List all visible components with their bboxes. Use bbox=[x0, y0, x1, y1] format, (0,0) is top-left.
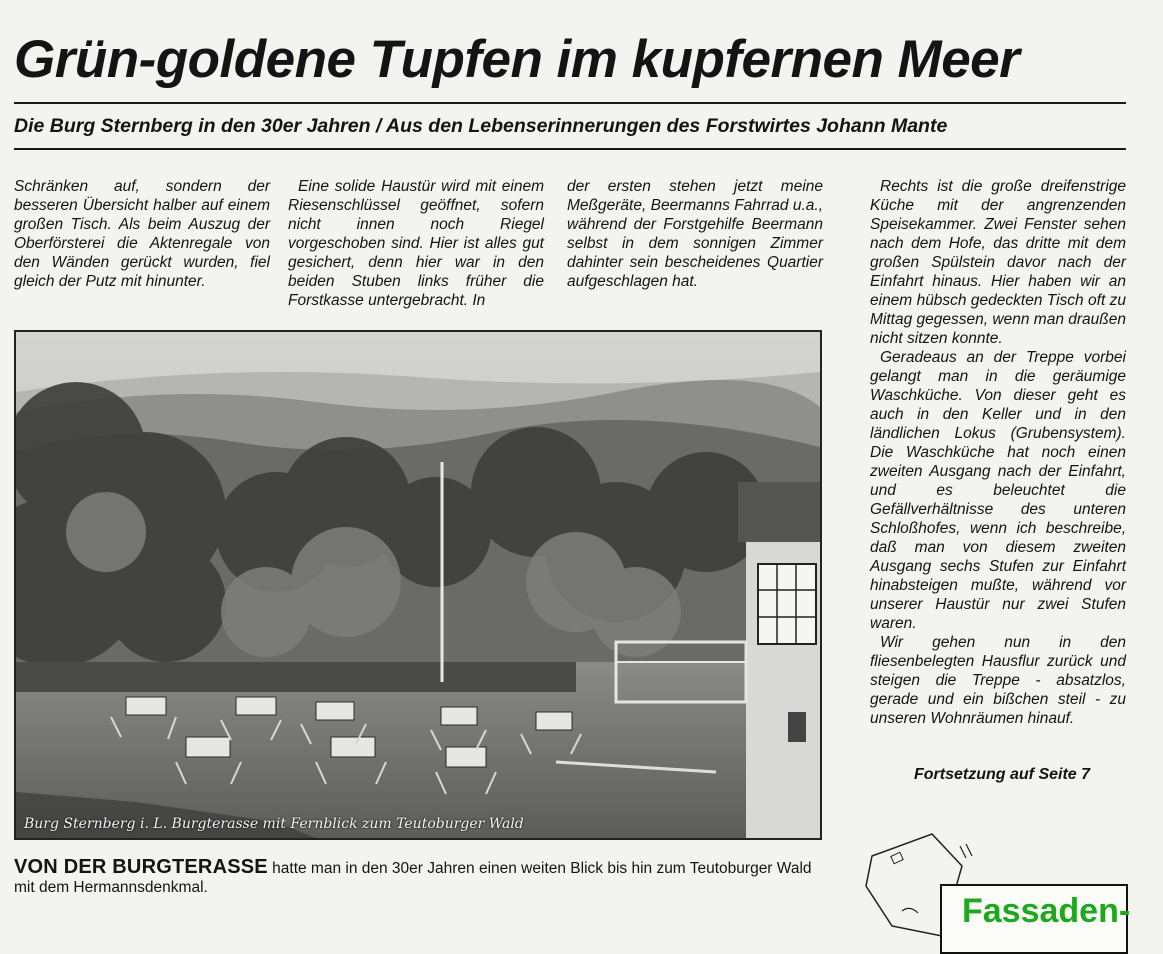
text-column-2 bbox=[288, 177, 544, 310]
text-column-3 bbox=[567, 177, 823, 291]
column-3-text: der ersten stehen jetzt meine Meßgeräte, Beermanns Fahrrad u.a., während der Forstgehilfe Beermann selbst in dem sonnigen Zimmer dahinter sein bescheidenes Quartier aufgeschlagen hat. bbox=[567, 178, 823, 290]
subheadline-rule bbox=[14, 148, 1126, 150]
text-column-4 bbox=[870, 177, 1126, 728]
column-2-text: Eine solide Haustür wird mit einem Riesenschlüssel geöffnet, sofern nicht innen noch Riegel vorgeschoben sind. Hier ist alles gut gesichert, denn hier war in den beiden Stuben links früher die Forstkasse untergebracht. In bbox=[288, 178, 544, 309]
photo-inset-caption: Burg Sternberg i. L. Burgterasse mit Fernblick zum Teutoburger Wald bbox=[24, 816, 524, 832]
advertisement-box bbox=[940, 884, 1131, 954]
column-4-paragraph-2: Geradeaus an der Treppe vorbei gelangt man in die geräumige Waschküche. Von dieser geht es auch in den Keller und in den ländlichen Lokus (Grubensystem). Die Waschküche hat noch einen zweiten Ausgang nach der Einfahrt, und es beleuchtet die Gefällverhältnisse des unteren Schloßhofes, wenn ich beschreibe, daß man von diesem zweiten Ausgang sechs Stufen zur Einfahrt hinabsteigen mußte, während vor unserer Haustür nur zwei Stufen waren. bbox=[870, 349, 1126, 632]
terrace-photo bbox=[14, 330, 822, 840]
photo-caption bbox=[14, 858, 834, 897]
terrace-photo-illustration bbox=[16, 332, 820, 838]
column-4-paragraph-3: Wir gehen nun in den fliesenbelegten Hausflur zurück und steigen die Treppe - absatzlos, gerade und ein bißchen steil - zu unseren Wohnräumen hinauf. bbox=[870, 634, 1126, 727]
headline-rule bbox=[14, 102, 1126, 104]
continued-note: Fortsetzung auf Seite 7 bbox=[914, 766, 1091, 783]
column-1-text: Schränken auf, sondern der besseren Übersicht halber auf einem großen Tisch. Als beim Auszug der Oberförsterei die Aktenregale von den Wänden gerückt wurden, fiel gleich der Putz mit hinunter. bbox=[14, 178, 270, 290]
text-column-1 bbox=[14, 177, 270, 291]
subheadline: Die Burg Sternberg in den 30er Jahren / Aus den Lebenserinnerungen des Forstwirtes Johann Mante bbox=[14, 115, 948, 137]
advertisement-text: Fassaden- bbox=[962, 892, 1131, 930]
caption-text: hatte man in den 30er Jahren einen weiten Blick bis hin zum Teutoburger Wald mit dem Hermannsdenkmal. bbox=[14, 860, 812, 896]
caption-lead: VON DER BURGTERASSE bbox=[14, 856, 268, 878]
headline: Grün-goldene Tupfen im kupfernen Meer bbox=[14, 30, 1020, 89]
column-4-paragraph-1: Rechts ist die große dreifenstrige Küche mit der angrenzenden Speisekammer. Zwei Fenster sehen nach dem Hofe, das dritte mit dem großen Spülstein davor nach der Einfahrt hinaus. Hier haben wir an einem hübsch gedeckten Tisch oft zu Mittag gegessen, wenn man draußen nicht sitzen konnte. bbox=[870, 178, 1126, 347]
